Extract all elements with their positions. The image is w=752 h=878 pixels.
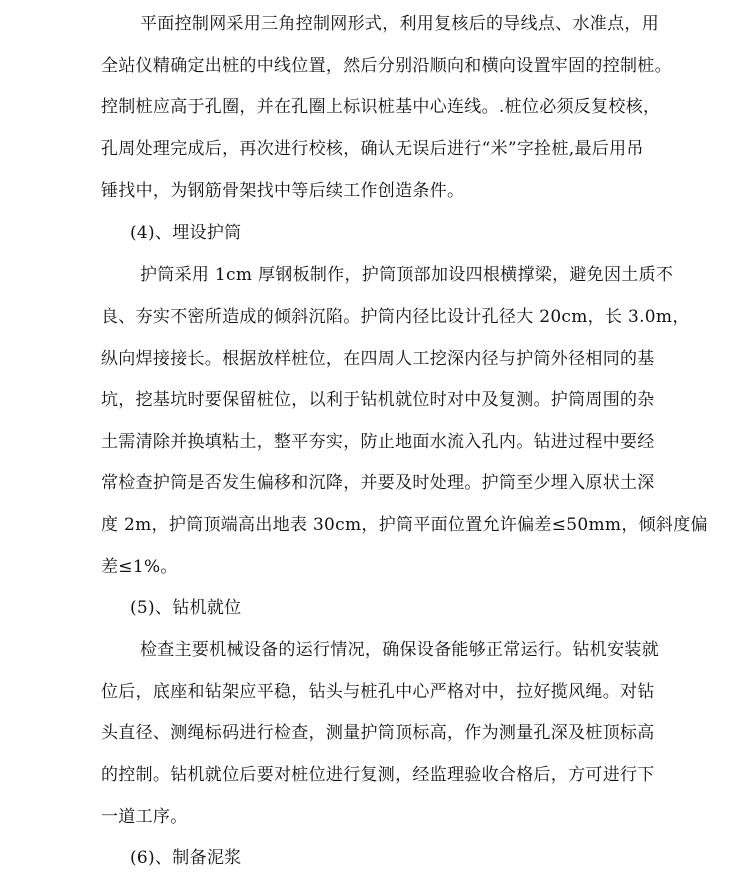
- paragraph-line: 度 2m，护筒顶端高出地表 30cm，护筒平面位置允许偏差≤50mm，倾斜度偏: [101, 515, 708, 535]
- paragraph-line: 土需清除并换填粘土，整平夯实，防止地面水流入孔内。钻进过程中要经: [101, 432, 655, 452]
- paragraph-line: 坑，挖基坑时要保留桩位，以利于钻机就位时对中及复测。护筒周围的杂: [101, 390, 655, 410]
- section-heading-4: (4)、埋设护筒: [130, 223, 242, 243]
- paragraph-line: 纵向焊接接长。根据放样桩位，在四周人工挖深内径与护筒外径相同的基: [101, 349, 655, 369]
- paragraph-line: 平面控制网采用三角控制网形式，利用复核后的导线点、水准点，用: [140, 14, 659, 34]
- paragraph-line: 控制桩应高于孔圈，并在孔圈上标识桩基中心连线。.桩位必须反复校核，: [101, 97, 661, 117]
- paragraph-line: 差≤1%。: [101, 557, 178, 577]
- paragraph-line: 全站仪精确定出桩的中线位置，然后分别沿顺向和横向设置牢固的控制桩。: [101, 56, 672, 76]
- paragraph-line: 锤找中，为钢筋骨架找中等后续工作创造条件。: [101, 181, 465, 201]
- section-heading-6: (6)、制备泥浆: [130, 848, 242, 868]
- paragraph-line: 孔周处理完成后，再次进行校核，确认无误后进行“米”字拴桩,最后用吊: [101, 139, 644, 159]
- paragraph-line: 良、夯实不密所造成的倾斜沉陷。护筒内径比设计孔径大 20cm，长 3.0m，: [101, 307, 690, 327]
- paragraph-line: 位后，底座和钻架应平稳，钻头与桩孔中心严格对中，拉好揽风绳。对钻: [101, 682, 655, 702]
- paragraph-line: 头直径、测绳标码进行检查，测量护筒顶标高，作为测量孔深及桩顶标高: [101, 723, 655, 743]
- paragraph-line: 的控制。钻机就位后要对桩位进行复测，经监理验收合格后，方可进行下: [101, 765, 655, 785]
- paragraph-line: 一道工序。: [101, 807, 188, 827]
- paragraph-line: 常检查护筒是否发生偏移和沉降，并要及时处理。护筒至少埋入原状土深: [101, 473, 655, 493]
- paragraph-line: 检查主要机械设备的运行情况，确保设备能够正常运行。钻机安装就: [140, 640, 659, 660]
- section-heading-5: (5)、钻机就位: [130, 598, 242, 618]
- paragraph-line: 护筒采用 1cm 厚钢板制作，护筒顶部加设四根横撑梁，避免因土质不: [140, 265, 674, 285]
